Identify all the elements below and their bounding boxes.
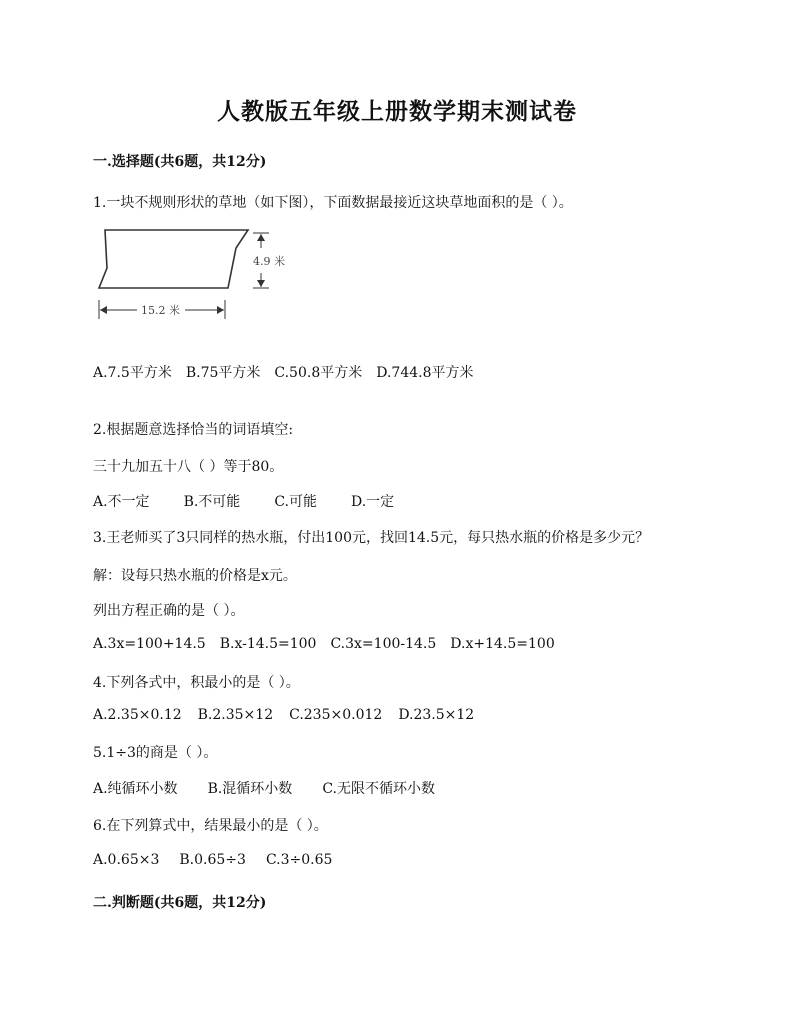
question-5-stem: 5.1÷3的商是（ ）。 <box>93 745 218 761</box>
height-arrow-up-head <box>257 234 265 241</box>
option-d[interactable]: D.23.5×12 <box>398 707 475 723</box>
option-c[interactable]: C.可能 <box>274 494 317 510</box>
option-a[interactable]: A.不一定 <box>93 494 150 510</box>
height-label: 4.9 米 <box>253 255 285 268</box>
height-arrow-down-head <box>257 280 265 287</box>
option-d[interactable]: D.744.8平方米 <box>376 365 474 381</box>
question-2-sub: 三十九加五十八（ ）等于80。 <box>93 459 284 475</box>
option-d[interactable]: D.x+14.5=100 <box>450 636 555 652</box>
question-1-stem: 1.一块不规则形状的草地（如下图），下面数据最接近这块草地面积的是（ ）。 <box>93 195 573 211</box>
option-b[interactable]: B.0.65÷3 <box>179 852 246 868</box>
option-a[interactable]: A.0.65×3 <box>93 852 160 868</box>
page-title: 人教版五年级上册数学期末测试卷 <box>217 98 577 125</box>
option-a[interactable]: A.7.5平方米 <box>93 365 172 381</box>
lawn-shape <box>99 230 248 288</box>
width-label: 15.2 米 <box>141 304 180 317</box>
question-3-ask: 列出方程正确的是（ ）。 <box>93 603 245 619</box>
question-4-options <box>93 707 474 723</box>
question-2-options <box>93 491 394 511</box>
question-3-options <box>93 636 555 652</box>
option-c[interactable]: C.235×0.012 <box>289 707 383 723</box>
width-arrow-right-head <box>217 306 224 314</box>
option-a[interactable]: A.2.35×0.12 <box>93 707 182 723</box>
question-1-options <box>93 362 474 382</box>
question-6-options <box>93 852 332 868</box>
section-heading-choice: 一.选择题(共6题，共12分) <box>93 154 267 170</box>
option-b[interactable]: B.混循环小数 <box>207 781 293 797</box>
width-arrow-left-head <box>100 306 107 314</box>
question-3-solution: 解：设每只热水瓶的价格是x元。 <box>93 568 297 584</box>
question-2-stem: 2.根据题意选择恰当的词语填空: <box>93 422 294 438</box>
option-b[interactable]: B.75平方米 <box>185 365 261 381</box>
option-d[interactable]: D.一定 <box>350 494 395 510</box>
option-a[interactable]: A.3x=100+14.5 <box>93 636 206 652</box>
option-c[interactable]: C.3x=100-14.5 <box>330 636 437 652</box>
option-b[interactable]: B.不可能 <box>183 494 241 510</box>
option-c[interactable]: C.50.8平方米 <box>274 365 363 381</box>
section-heading-judgement: 二.判断题(共6题，共12分) <box>93 895 267 911</box>
option-b[interactable]: B.2.35×12 <box>197 707 274 723</box>
option-c[interactable]: C.无限不循环小数 <box>322 781 435 797</box>
option-a[interactable]: A.纯循环小数 <box>93 781 178 797</box>
option-b[interactable]: B.x-14.5=100 <box>219 636 317 652</box>
question-5-options <box>93 778 435 798</box>
question-4-stem: 4.下列各式中，积最小的是（ ）。 <box>93 675 300 691</box>
irregular-lawn-figure <box>93 224 303 324</box>
option-c[interactable]: C.3÷0.65 <box>265 852 333 868</box>
question-6-stem: 6.在下列算式中，结果最小的是（ ）。 <box>93 818 328 834</box>
question-3-stem: 3.王老师买了3只同样的热水瓶，付出100元，找回14.5元，每只热水瓶的价格是多少元？ <box>93 530 650 546</box>
